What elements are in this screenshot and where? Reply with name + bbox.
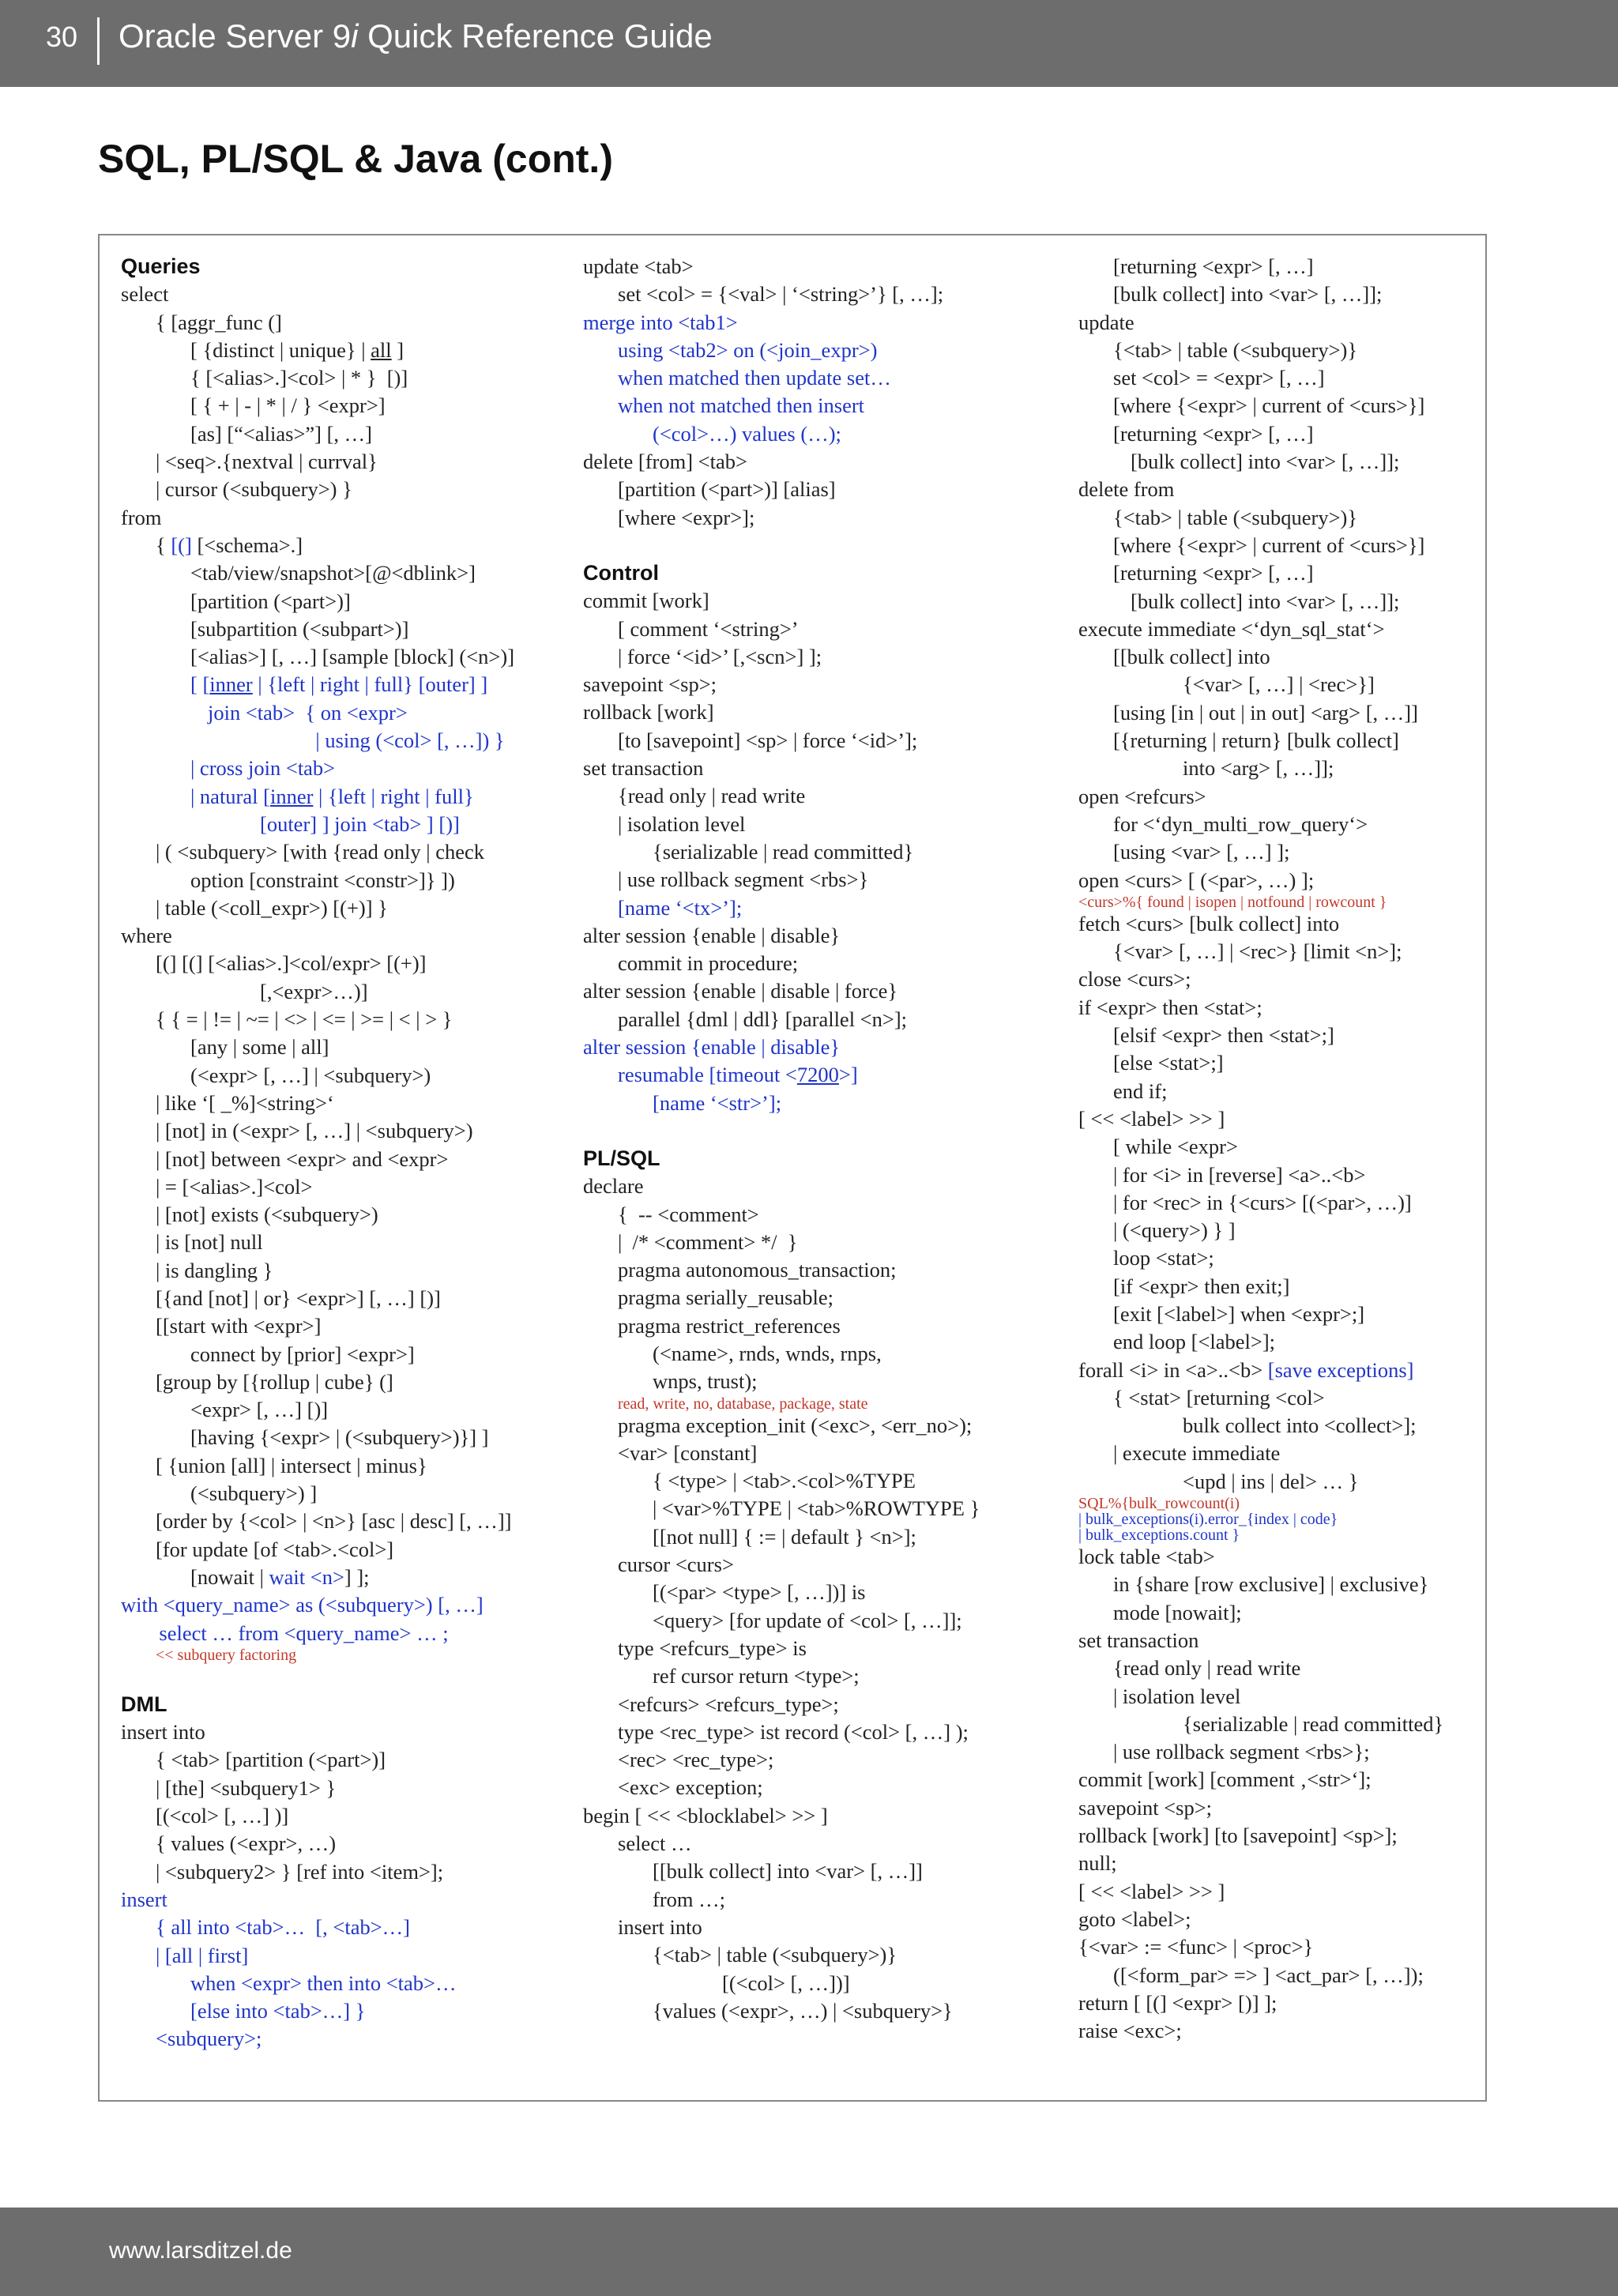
document-title-part: Quick Reference Guide <box>358 17 713 55</box>
syntax-line: [(] [(] [<alias>.]<col/expr> [(+)] <box>156 951 427 976</box>
syntax-line: | is [not] null <box>156 1230 263 1255</box>
syntax-line: insert into <box>121 1720 205 1745</box>
syntax-line: merge into <tab1> <box>583 310 738 334</box>
syntax-line: { [aggr_func (] <box>156 310 282 334</box>
underlined-default: 7200 <box>796 1063 839 1087</box>
syntax-line: [elsif <expr> then <stat>;] <box>1113 1023 1334 1048</box>
syntax-line: {<var> := <func> | <proc>} <box>1078 1935 1314 1959</box>
syntax-line: parallel {dml | ddl} [parallel <n>]; <box>618 1007 908 1031</box>
section-heading: Queries <box>121 254 201 278</box>
syntax-line: [returning <expr> [, …] <box>1113 561 1314 585</box>
syntax-line: connect by [prior] <expr>] <box>190 1342 415 1366</box>
syntax-line: into <arg> [, …]]; <box>1183 756 1334 781</box>
syntax-line: [[not null] { := | default } <n>]; <box>653 1524 916 1549</box>
syntax-line: [[bulk collect] into <box>1113 645 1270 669</box>
blue-highlight: [save exceptions] <box>1267 1357 1414 1382</box>
syntax-line: {serializable | read committed} <box>653 839 914 864</box>
syntax-line: | cross join <tab> <box>190 756 336 781</box>
syntax-line: rollback [work] [to [savepoint] <sp>]; <box>1078 1824 1398 1848</box>
syntax-line: [having {<expr> | (<subquery>)}] ] <box>190 1425 489 1450</box>
syntax-line: if <expr> then <stat>; <box>1078 995 1262 1019</box>
column-right <box>1078 253 1481 2045</box>
syntax-line: commit [work] [comment ‚<str>‘]; <box>1078 1767 1372 1792</box>
syntax-line: [for update [of <tab>.<col>] <box>156 1537 394 1561</box>
syntax-line: [bulk collect] into <var> [, …]]; <box>1131 589 1400 613</box>
document-title <box>119 17 713 55</box>
syntax-line: declare <box>583 1174 644 1199</box>
syntax-line: <refcurs> <refcurs_type>; <box>618 1692 839 1716</box>
syntax-line: update <box>1078 310 1134 334</box>
section-heading: PL/SQL <box>583 1146 660 1170</box>
syntax-line: {<tab> | table (<subquery>)} <box>1113 505 1358 529</box>
syntax-line: [order by {<col> | <n>} [asc | desc] [, …]] <box>156 1509 512 1534</box>
syntax-line: [to [savepoint] <sp> | force ‘<id>’]; <box>618 728 918 752</box>
syntax-line: open <refcurs> <box>1078 784 1206 808</box>
syntax-line: set transaction <box>583 756 704 781</box>
syntax-line: with <query_name> as (<subquery>) [, …] <box>121 1593 484 1617</box>
header-divider <box>97 17 100 65</box>
syntax-line: | (<query>) } ] <box>1113 1218 1236 1243</box>
syntax-line: [name ‘<tx>’]; <box>618 895 743 920</box>
syntax-line: [ comment ‘<string>’ <box>618 616 799 641</box>
syntax-line: [(<par> <type> [, …])] is <box>653 1580 866 1605</box>
syntax-line: << subquery factoring <box>156 1646 297 1664</box>
syntax-line: <upd | ins | del> … } <box>1183 1469 1359 1493</box>
syntax-line: delete [from] <tab> <box>583 450 747 474</box>
syntax-line: when not matched then insert <box>618 393 865 418</box>
syntax-line: | [not] between <expr> and <expr> <box>156 1146 449 1171</box>
syntax-line: type <rec_type> ist record (<col> [, …] ); <box>618 1719 969 1744</box>
syntax-line: [else into <tab>…] } <box>190 1999 366 2023</box>
syntax-line: read, write, no, database, package, state <box>618 1395 868 1413</box>
syntax-line: bulk collect into <collect>]; <box>1183 1413 1417 1438</box>
syntax-line: | for <rec> in {<curs> [(<par>, …)] <box>1113 1190 1412 1214</box>
syntax-line: | use rollback segment <rbs>}; <box>1113 1740 1370 1764</box>
syntax-line: [group by [{rollup | cube} (] <box>156 1369 393 1394</box>
spacer <box>121 1663 563 1691</box>
syntax-line: { <type> | <tab>.<col>%TYPE <box>653 1469 916 1493</box>
syntax-line: | ( <subquery> [with {read only | check <box>156 840 485 864</box>
footer-url[interactable]: www.larsditzel.de <box>109 2238 292 2264</box>
syntax-line: (<name>, rnds, wnds, rnps, <box>653 1341 882 1365</box>
syntax-line: begin [ << <blocklabel> >> ] <box>583 1803 828 1827</box>
syntax-line: set <col> = {<val> | ‘<string>’} [, …]; <box>618 282 944 307</box>
syntax-line: savepoint <sp>; <box>583 672 717 697</box>
syntax-line: <query> [for update of <col> [, …]]; <box>653 1608 962 1632</box>
syntax-line: | isolation level <box>1113 1684 1241 1708</box>
underlined-default: all <box>371 337 392 362</box>
syntax-line: set transaction <box>1078 1628 1199 1652</box>
syntax-line: [ {union [all] | intersect | minus} <box>156 1453 427 1477</box>
syntax-line: [ << <label> >> ] <box>1078 1879 1225 1903</box>
syntax-line: [ { + | - | * | / } <expr>] <box>190 393 386 418</box>
syntax-line: [returning <expr> [, …] <box>1113 254 1314 278</box>
syntax-line: rollback [work] <box>583 700 714 725</box>
syntax-line: [else <stat>;] <box>1113 1051 1224 1075</box>
syntax-line: pragma serially_reusable; <box>618 1285 833 1310</box>
syntax-line: lock table <tab> <box>1078 1545 1215 1569</box>
syntax-line: update <tab> <box>583 254 694 278</box>
syntax-line: using <tab2> on (<join_expr>) <box>618 337 878 362</box>
spacer <box>583 1117 1057 1145</box>
syntax-line: from …; <box>653 1887 725 1911</box>
syntax-line: return [ [(] <expr> [)] ]; <box>1078 1990 1277 2015</box>
blue-highlight: wait <n> <box>269 1564 344 1589</box>
page-title: SQL, PL/SQL & Java (cont.) <box>98 137 613 181</box>
syntax-line: pragma autonomous_transaction; <box>618 1258 897 1282</box>
syntax-line: savepoint <sp>; <box>1078 1795 1213 1820</box>
syntax-line: [partition (<part>)] <box>190 589 351 613</box>
syntax-line: in {share [row exclusive] | exclusive} <box>1113 1572 1429 1597</box>
syntax-line: <rec> <rec_type>; <box>618 1748 774 1772</box>
syntax-line: | natural [inner | {left | right | full} <box>190 784 474 808</box>
syntax-line: from <box>121 505 162 529</box>
syntax-line: <var> [constant] <box>618 1440 758 1465</box>
syntax-line: select <box>121 282 169 307</box>
syntax-line: { <stat> [returning <col> <box>1113 1385 1325 1410</box>
syntax-line: [as] [“<alias>”] [, …] <box>190 421 372 446</box>
syntax-line: { -- <comment> <box>618 1202 759 1226</box>
syntax-line: { [(] [<schema>.] <box>156 533 303 557</box>
syntax-line: [{and [not] | or} <expr>] [, …] [)] <box>156 1285 441 1310</box>
syntax-line: {read only | read write <box>618 784 806 808</box>
syntax-line: cursor <curs> <box>618 1553 734 1577</box>
syntax-line: (<expr> [, …] | <subquery>) <box>190 1063 431 1087</box>
syntax-line: | [all | first] <box>156 1943 249 1967</box>
syntax-line: {<tab> | table (<subquery>)} <box>653 1943 897 1967</box>
syntax-line: (<col>…) values (…); <box>653 421 841 446</box>
syntax-line: | [not] exists (<subquery>) <box>156 1203 378 1227</box>
spacer <box>583 532 1057 559</box>
syntax-line: select … from <query_name> … ; <box>159 1620 449 1645</box>
syntax-line: delete from <box>1078 477 1175 502</box>
syntax-line: mode [nowait]; <box>1113 1600 1242 1624</box>
section-heading: Control <box>583 560 659 585</box>
syntax-line: [[start with <expr>] <box>156 1314 322 1338</box>
syntax-line: {values (<expr>, …) | <subquery>} <box>653 1998 953 2023</box>
syntax-line: [(<col> [, …] )] <box>156 1804 289 1828</box>
syntax-line: select … <box>618 1831 692 1856</box>
syntax-line: ([<form_par> => ] <act_par> [, …]); <box>1113 1963 1424 1987</box>
syntax-line: raise <exc>; <box>1078 2019 1182 2043</box>
syntax-line: commit [work] <box>583 589 709 613</box>
header-bar <box>0 0 1618 87</box>
syntax-line: [nowait | wait <n>] ]; <box>190 1564 370 1589</box>
syntax-line: [name ‘<str>’]; <box>653 1090 782 1115</box>
syntax-line: (<subquery>) ] <box>190 1481 318 1506</box>
syntax-line: [ << <label> >> ] <box>1078 1106 1225 1131</box>
syntax-line: alter session {enable | disable} <box>583 923 841 947</box>
syntax-line: | <subquery2> } [ref into <item>]; <box>156 1859 444 1884</box>
syntax-line: | like ‘[ _%]<string>‘ <box>156 1090 334 1115</box>
syntax-line: alter session {enable | disable} <box>583 1035 841 1060</box>
syntax-line: {read only | read write <box>1113 1656 1301 1681</box>
syntax-line: end loop [<label>]; <box>1113 1330 1276 1354</box>
syntax-line: | [the] <subquery1> } <box>156 1775 337 1800</box>
syntax-line: open <curs> [ (<par>, …) ]; <box>1078 868 1315 892</box>
page-number: 30 <box>46 21 78 53</box>
syntax-line: | cursor (<subquery>) } <box>156 477 352 502</box>
syntax-line: null; <box>1078 1851 1117 1876</box>
syntax-line: {<var> [, …] | <rec>} [limit <n>]; <box>1113 939 1402 964</box>
syntax-line: pragma exception_init (<exc>, <err_no>); <box>618 1413 973 1437</box>
syntax-line: for <‘dyn_multi_row_query‘> <box>1113 811 1368 836</box>
syntax-line: | <seq>.{nextval | currval} <box>156 450 378 474</box>
syntax-line: | bulk_exceptions.count } <box>1078 1526 1240 1545</box>
syntax-line: | = [<alias>.]<col> <box>156 1174 313 1199</box>
syntax-line: [where <expr>]; <box>618 505 755 529</box>
syntax-line: { [<alias>.]<col> | * } [)] <box>190 366 408 390</box>
underlined-default: inner <box>209 672 253 697</box>
syntax-line: | /* <comment> */ } <box>618 1229 798 1254</box>
syntax-line: option [constraint <constr>]} ]) <box>190 868 455 892</box>
syntax-line: fetch <curs> [bulk collect] into <box>1078 911 1340 935</box>
syntax-line: <subquery>; <box>156 2027 262 2051</box>
document-title-part: Oracle Server 9 <box>119 17 352 55</box>
syntax-line: <curs>%{ found | isopen | notfound | rowcount } <box>1078 893 1387 911</box>
syntax-line: [if <expr> then exit;] <box>1113 1274 1290 1298</box>
syntax-line: [bulk collect] into <var> [, …]]; <box>1131 450 1400 474</box>
syntax-line: { <tab> [partition (<part>)] <box>156 1748 386 1772</box>
syntax-line: | use rollback segment <rbs>} <box>618 868 869 892</box>
document-title-italic: i <box>351 17 359 55</box>
syntax-line: {<tab> | table (<subquery>)} <box>1113 337 1358 362</box>
syntax-line: alter session {enable | disable | force} <box>583 979 898 1003</box>
syntax-line: | table (<coll_expr>) [(+)] } <box>156 895 388 920</box>
syntax-line: [using <var> [, …] ]; <box>1113 840 1290 864</box>
syntax-line: [any | some | all] <box>190 1035 329 1060</box>
syntax-line: {<var> [, …] | <rec>}] <box>1183 672 1375 697</box>
underlined-default: inner <box>269 784 314 808</box>
syntax-line: insert <box>121 1887 167 1911</box>
syntax-line: loop <stat>; <box>1113 1246 1214 1270</box>
syntax-line: goto <label>; <box>1078 1906 1191 1931</box>
syntax-line: ref cursor return <type>; <box>653 1664 860 1688</box>
syntax-line: | is dangling } <box>156 1258 273 1282</box>
syntax-line: type <refcurs_type> is <box>618 1635 807 1660</box>
syntax-line: [exit [<label>] when <expr>;] <box>1113 1301 1365 1326</box>
syntax-line: [ [inner | {left | right | full} [outer] ] <box>190 672 488 697</box>
syntax-line: SQL%{bulk_rowcount(i) <box>1078 1495 1240 1513</box>
syntax-line: | using (<col> [, …]) } <box>315 728 505 753</box>
syntax-line: resumable [timeout <7200>] <box>618 1063 858 1087</box>
column-middle <box>583 253 1057 2025</box>
syntax-line: forall <i> in <a>..<b> [save exceptions] <box>1078 1357 1414 1382</box>
column-left <box>121 253 563 2053</box>
syntax-line: [where {<expr> | current of <curs>}] <box>1113 533 1425 557</box>
syntax-line: | <var>%TYPE | <tab>%ROWTYPE } <box>653 1496 980 1521</box>
syntax-line: { { = | != | ~= | <> | <= | >= | < | > } <box>156 1007 453 1032</box>
syntax-line: | execute immediate <box>1113 1441 1281 1466</box>
syntax-line: [[bulk collect] into <var> [, …]] <box>653 1859 923 1884</box>
syntax-line: { all into <tab>… [, <tab>…] <box>156 1915 410 1940</box>
syntax-line: [using [in | out | in out] <arg> [, …]] <box>1113 700 1418 725</box>
syntax-line: { values (<expr>, …) <box>156 1831 337 1856</box>
syntax-line: <exc> exception; <box>618 1775 763 1800</box>
syntax-line: wnps, trust); <box>653 1369 758 1394</box>
syntax-line: join <tab> { on <expr> <box>208 700 408 725</box>
syntax-line: insert into <box>618 1914 702 1939</box>
syntax-line: | [not] in (<expr> [, …] | <subquery>) <box>156 1119 473 1143</box>
syntax-line: [bulk collect] into <var> [, …]]; <box>1113 282 1383 307</box>
syntax-line: [subpartition (<subpart>)] <box>190 616 409 641</box>
section-heading: DML <box>121 1692 167 1716</box>
syntax-line: [where {<expr> | current of <curs>}] <box>1113 393 1425 418</box>
syntax-line: when matched then update set… <box>618 366 891 390</box>
syntax-line: [partition (<part>)] [alias] <box>618 477 836 502</box>
syntax-line: commit in procedure; <box>618 951 799 976</box>
syntax-line: | isolation level <box>618 811 746 836</box>
syntax-line: | bulk_exceptions(i).error_{index | code} <box>1078 1511 1338 1529</box>
syntax-line: when <expr> then into <tab>… <box>190 1970 457 1995</box>
syntax-line: end if; <box>1113 1078 1168 1103</box>
syntax-line: <tab/view/snapshot>[@<dblink>] <box>190 561 476 585</box>
syntax-line: | force ‘<id>’ [,<scn>] ]; <box>618 644 822 668</box>
syntax-line: [(<col> [, …])] <box>722 1970 850 1995</box>
syntax-line: pragma restrict_references <box>618 1313 841 1338</box>
syntax-line: [outer] ] join <tab> ] [)] <box>260 811 460 836</box>
syntax-line: [ {distinct | unique} | all ] <box>190 337 404 362</box>
syntax-line: [<alias>] [, …] [sample [block] (<n>)] <box>190 645 515 669</box>
syntax-line: {serializable | read committed} <box>1183 1711 1444 1736</box>
syntax-line: [ while <expr> <box>1113 1135 1238 1159</box>
syntax-line: [{returning | return} [bulk collect] <box>1113 728 1399 753</box>
syntax-line: where <box>121 924 172 948</box>
syntax-line: set <col> = <expr> [, …] <box>1113 366 1325 390</box>
syntax-line: execute immediate <‘dyn_sql_stat‘> <box>1078 616 1385 641</box>
syntax-line: <expr> [, …] [)] <box>190 1398 329 1422</box>
syntax-line: [,<expr>…)] <box>260 979 368 1003</box>
syntax-line: [returning <expr> [, …] <box>1113 421 1314 446</box>
syntax-line: close <curs>; <box>1078 967 1191 992</box>
blue-highlight: [(] <box>171 533 192 557</box>
syntax-line: | for <i> in [reverse] <a>..<b> <box>1113 1162 1366 1187</box>
